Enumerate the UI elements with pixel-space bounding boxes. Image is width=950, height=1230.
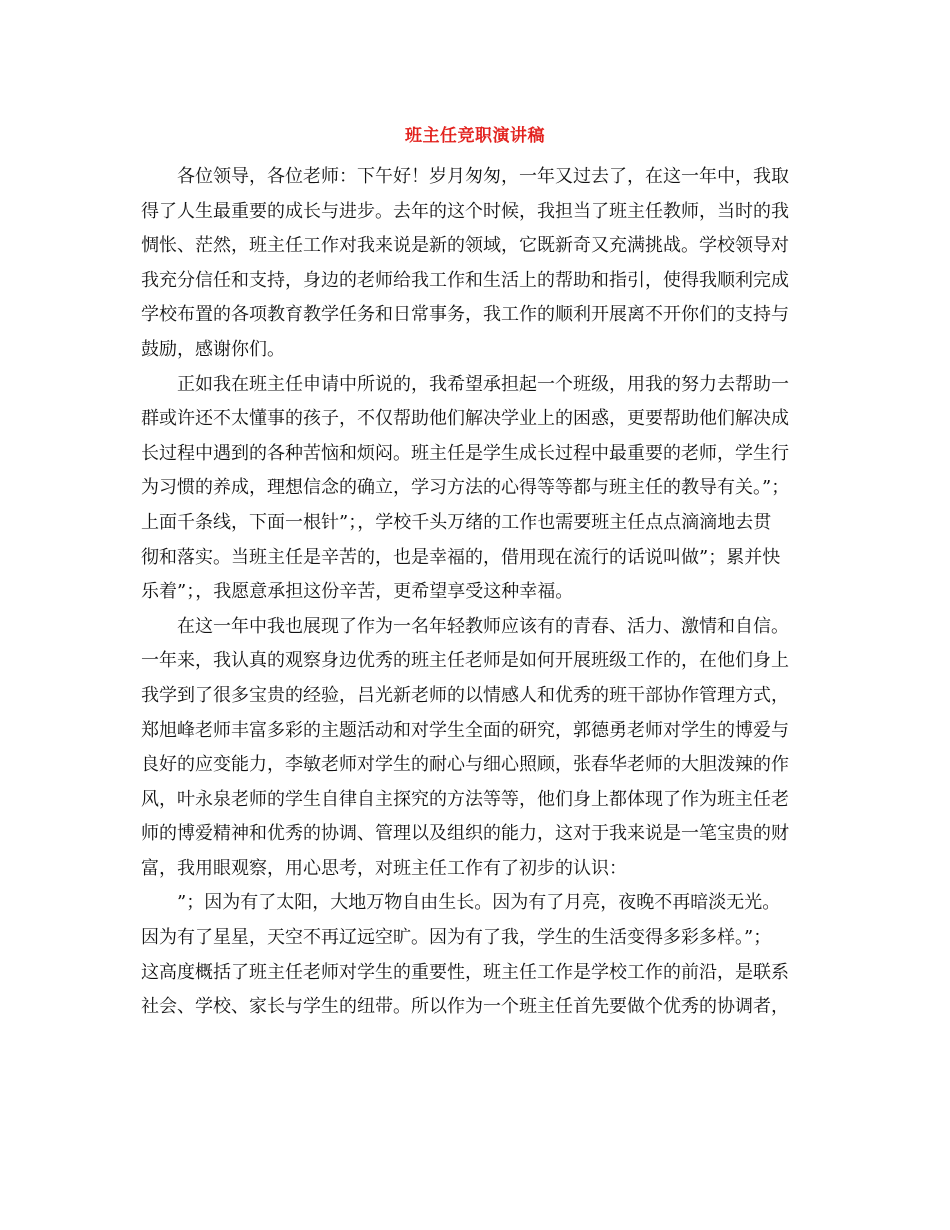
- paragraph-line: 我充分信任和支持，身边的老师给我工作和生活上的帮助和指引，使得我顺利完成: [141, 269, 789, 291]
- paragraph-line: 为习惯的养成，理想信念的确立，学习方法的心得等等都与班主任的教导有关。”；: [141, 477, 790, 499]
- paragraph-1: [141, 160, 813, 368]
- paragraph-line: 良好的应变能力，李敏老师对学生的耐心与细心照顾，张春华老师的大胆泼辣的作: [141, 754, 789, 776]
- paragraph-line: 群或许还不太懂事的孩子，不仅帮助他们解决学业上的困惑，更要帮助他们解决成: [141, 408, 789, 430]
- paragraph-line: 一年来，我认真的观察身边优秀的班主任老师是如何开展班级工作的，在他们身上: [141, 650, 789, 672]
- paragraph-line: 各位领导，各位老师：下午好！岁月匆匆，一年又过去了，在这一年中，我取: [177, 166, 789, 187]
- paragraph-line: 在这一年中我也展现了作为一名年轻教师应该有的青春、活力、激情和自信。: [177, 615, 789, 637]
- paragraph-line: 长过程中遇到的各种苦恼和烦闷。班主任是学生成长过程中最重要的老师，学生行: [141, 442, 789, 464]
- paragraph-line: 得了人生最重要的成长与进步。去年的这个时候，我担当了班主任教师，当时的我: [141, 200, 789, 222]
- paragraph-line: 乐着”；，我愿意承担这份辛苦，更希望享受这种幸福。: [141, 581, 574, 603]
- paragraph-line: 富，我用眼观察，用心思考，对班主任工作有了初步的认识：: [141, 857, 627, 879]
- paragraph-line: 郑旭峰老师丰富多彩的主题活动和对学生全面的研究，郭德勇老师对学生的博爱与: [141, 719, 789, 741]
- paragraph-line: 风，叶永泉老师的学生自律自主探究的方法等等，他们身上都体现了作为班主任老: [141, 788, 789, 810]
- paragraph-line: 正如我在班主任申请中所说的，我希望承担起一个班级，用我的努力去帮助一: [177, 373, 789, 395]
- paragraph-line: 因为有了星星，天空不再辽远空旷。因为有了我，学生的生活变得多彩多样。”；: [141, 927, 772, 949]
- paragraph-2: [141, 368, 813, 610]
- paragraph-line: 师的博爱精神和优秀的协调、管理以及组织的能力，这对于我来说是一笔宝贵的财: [141, 823, 789, 845]
- paragraph-4: [141, 886, 813, 1024]
- paragraph-line: ”；因为有了太阳，大地万物自由生长。因为有了月亮，夜晚不再暗淡无光。: [177, 892, 781, 914]
- paragraph-line: 鼓励，感谢你们。: [141, 338, 285, 360]
- paragraph-line: 学校布置的各项教育教学任务和日常事务，我工作的顺利开展离不开你们的支持与: [141, 304, 789, 326]
- paragraph-line: 这高度概括了班主任老师对学生的重要性，班主任工作是学校工作的前沿，是联系: [141, 961, 789, 983]
- paragraph-3: [141, 610, 813, 887]
- body-text: [141, 160, 813, 1025]
- paragraph-line: 彻和落实。当班主任是辛苦的，也是幸福的，借用现在流行的话说叫做”；累并快: [141, 546, 781, 568]
- paragraph-line: 惆怅、茫然，班主任工作对我来说是新的领域，它既新奇又充满挑战。学校领导对: [141, 235, 789, 257]
- paragraph-line: 我学到了很多宝贵的经验，吕光新老师的以情感人和优秀的班干部协作管理方式，: [141, 684, 789, 706]
- paragraph-line: 上面千条线，下面一根针”；，学校千头万绪的工作也需要班主任点点滴滴地去贯: [141, 511, 772, 533]
- paragraph-line: 社会、学校、家长与学生的纽带。所以作为一个班主任首先要做个优秀的协调者，: [141, 996, 789, 1018]
- page-title: 班主任竞职演讲稿: [405, 126, 545, 146]
